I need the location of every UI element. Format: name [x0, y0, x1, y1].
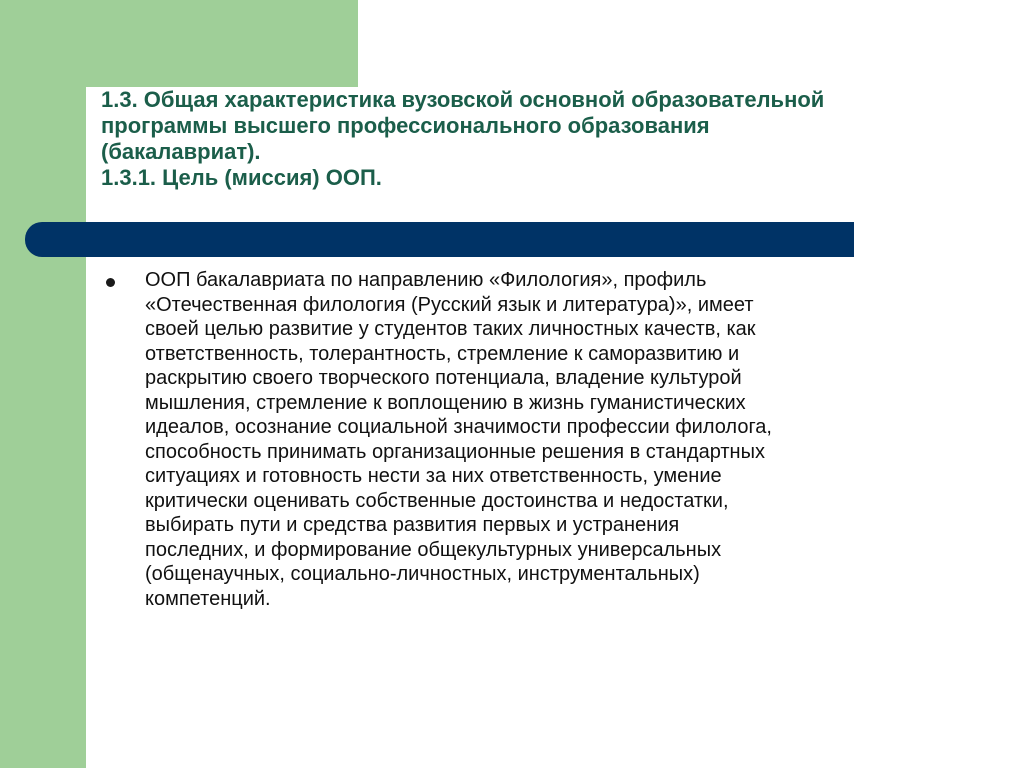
divider-bar [25, 222, 854, 257]
bullet-text-line: ООП бакалавриата по направлению «Филология», профиль [145, 269, 707, 291]
bullet-text [145, 268, 975, 611]
green-side-strip [0, 0, 86, 768]
slide-title [101, 87, 961, 191]
bullet-text-line: выбирать пути и средства развития первых и устранения [145, 514, 680, 536]
bullet-text-line: идеалов, осознание социальной значимости профессии филолога, [145, 416, 772, 438]
bullet-text-line: ситуациях и готовность нести за них ответственность, умение [145, 465, 722, 487]
bullet-text-line: компетенций. [145, 587, 271, 610]
bullet-text-line: (общенаучных, социально-личностных, инструментальных) [145, 563, 700, 585]
bullet-text-line: критически оценивать собственные достоинства и недостатки, [145, 489, 729, 512]
title-line: (бакалавриат). [101, 139, 261, 164]
bullet-dot-icon [106, 278, 115, 287]
bullet-text-line: ответственность, толерантность, стремление к саморазвитию и [145, 342, 740, 365]
bullet-text-line: последних, и формирование общекультурных универсальных [145, 538, 722, 561]
bullet-text-line: способность принимать организационные решения в стандартных [145, 440, 765, 463]
subtitle-line: 1.3.1. Цель (миссия) ООП. [101, 165, 382, 190]
bullet-text-line: «Отечественная филология (Русский язык и литература)», имеет [145, 293, 754, 316]
bullet-text-line: мышления, стремление к воплощению в жизнь гуманистических [145, 391, 746, 414]
title-line: 1.3. Общая характеристика вузовской основной образовательной [101, 87, 825, 112]
title-line: программы высшего профессионального образования [101, 113, 710, 138]
bullet-text-line: своей целью развитие у студентов таких личностных качеств, как [145, 318, 756, 340]
green-top-block [86, 0, 358, 87]
bullet-text-line: раскрытию своего творческого потенциала, владение культурой [145, 367, 742, 389]
